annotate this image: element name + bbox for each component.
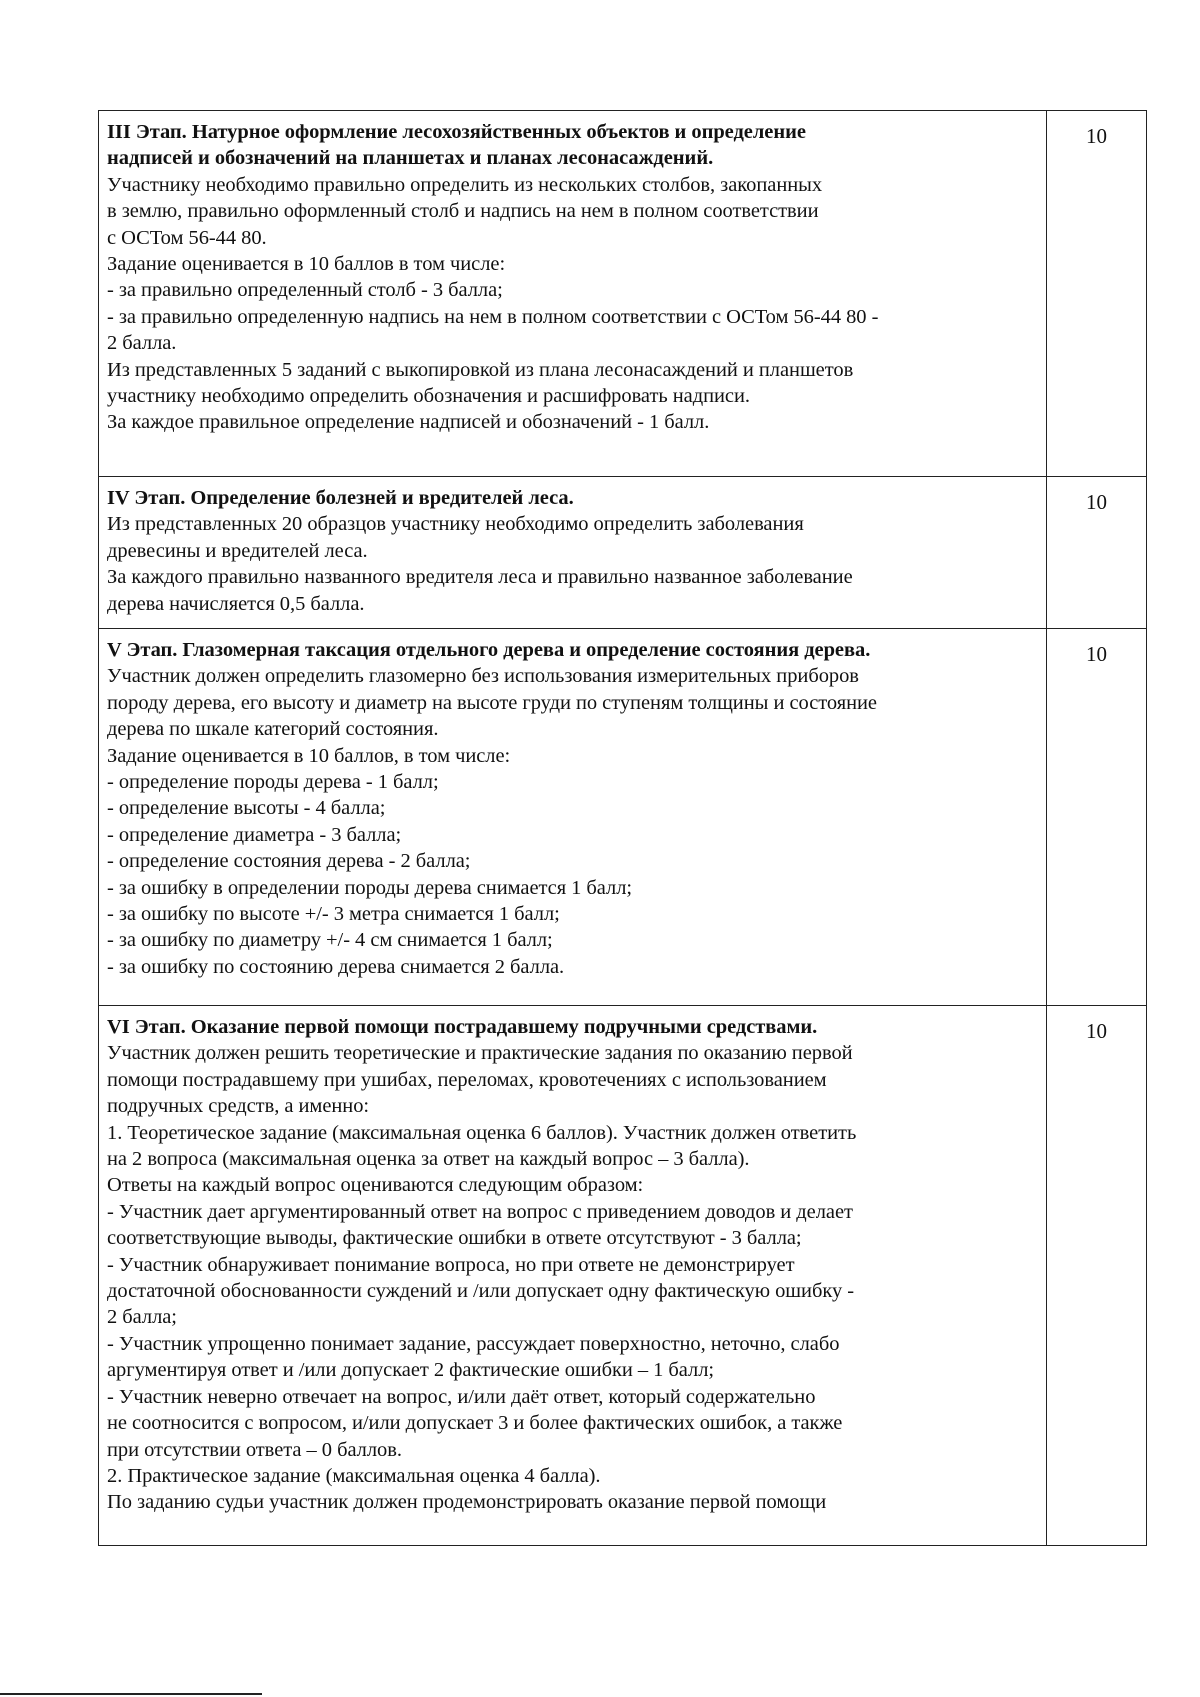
stage-text-line: - за правильно определенную надпись на нем в полном соответствии с ОСТом 56-44 80 -	[107, 305, 879, 328]
stage-text-line: в землю, правильно оформленный столб и надпись на нем в полном соответствии	[107, 200, 819, 223]
stage-description-cell	[99, 629, 1047, 1006]
stage-row-3	[99, 111, 1147, 477]
stage-text-line: По заданию судьи участник должен продемонстрировать оказание первой помощи	[107, 1491, 827, 1514]
stage-description-cell	[99, 111, 1047, 477]
stage-text-line: Ответы на каждый вопрос оцениваются следующим образом:	[107, 1174, 644, 1197]
stage-text-line: Задание оценивается в 10 баллов, в том числе:	[107, 744, 511, 767]
stage-score-cell	[1047, 111, 1147, 477]
stage-text-line: - определение высоты - 4 балла;	[107, 797, 386, 820]
stage-description-cell	[99, 477, 1047, 629]
stage-text-line: соответствующие выводы, фактические ошибки в ответе отсутствуют - 3 балла;	[107, 1227, 802, 1250]
stage-text-line: 2. Практическое задание (максимальная оценка 4 балла).	[107, 1464, 601, 1487]
stage-text-line: - Участник дает аргументированный ответ на вопрос с приведением доводов и делает	[107, 1200, 853, 1223]
stage-text-line: 1. Теоретическое задание (максимальная оценка 6 баллов). Участник должен ответить	[107, 1121, 857, 1144]
stage-text-line: с ОСТом 56-44 80.	[107, 226, 267, 249]
stage-heading-line: VI Этап. Оказание первой помощи пострадавшему подручными средствами.	[107, 1016, 818, 1038]
stage-score-cell	[1047, 629, 1147, 1006]
stage-row-6	[99, 1006, 1147, 1546]
stage-text-line: За каждого правильно названного вредителя леса и правильно названное заболевание	[107, 566, 853, 589]
stage-text-line: 2 балла.	[107, 332, 177, 355]
stage-score: 10	[1086, 124, 1107, 148]
stage-description-cell	[99, 1006, 1047, 1546]
stage-text-line: дерева по шкале категорий состояния.	[107, 718, 439, 741]
stage-text-line: - Участник обнаруживает понимание вопроса, но при ответе не демонстрирует	[107, 1253, 795, 1276]
stage-text-line: участнику необходимо определить обозначения и расшифровать надписи.	[107, 385, 750, 408]
stage-score-cell	[1047, 1006, 1147, 1546]
stage-score: 10	[1086, 1019, 1107, 1043]
stage-text-line: Задание оценивается в 10 баллов в том числе:	[107, 253, 506, 276]
stage-score-cell	[1047, 477, 1147, 629]
stage-row-5	[99, 629, 1147, 1006]
stage-text-line: Участнику необходимо правильно определить из нескольких столбов, закопанных	[107, 173, 823, 196]
stage-text-line: дерева начисляется 0,5 балла.	[107, 592, 365, 615]
stage-heading-line: надписей и обозначений на планшетах и планах лесонасаждений.	[107, 147, 714, 170]
stage-text-line: не соотносится с вопросом, и/или допускает 3 и более фактических ошибок, а также	[107, 1412, 843, 1435]
stage-text-line: - за правильно определенный столб - 3 балла;	[107, 279, 503, 302]
stage-text-line: древесины и вредителей леса.	[107, 539, 368, 562]
footnote-divider	[0, 1693, 262, 1695]
stage-text-line: при отсутствии ответа – 0 баллов.	[107, 1438, 402, 1461]
stage-text-line: - определение породы дерева - 1 балл;	[107, 771, 439, 794]
stage-text-line: - за ошибку по высоте +/- 3 метра снимается 1 балл;	[107, 903, 560, 926]
stage-heading-line: IV Этап. Определение болезней и вредителей леса.	[107, 487, 574, 509]
stage-text-line: подручных средств, а именно:	[107, 1095, 370, 1118]
stage-text-line: Участник должен решить теоретические и практические задания по оказанию первой	[107, 1042, 853, 1065]
stage-text-line: - за ошибку в определении породы дерева снимается 1 балл;	[107, 876, 633, 899]
stage-score: 10	[1086, 490, 1107, 514]
stage-text-line: породу дерева, его высоту и диаметр на высоте груди по ступеням толщины и состояние	[107, 691, 877, 714]
stage-text-line: - за ошибку по состоянию дерева снимается 2 балла.	[107, 955, 565, 978]
stage-heading-line: III Этап. Натурное оформление лесохозяйственных объектов и определение	[107, 121, 806, 143]
assessment-table	[98, 110, 1147, 1546]
stage-text-line: Участник должен определить глазомерно без использования измерительных приборов	[107, 665, 859, 688]
stage-text-line: Из представленных 20 образцов участнику необходимо определить заболевания	[107, 513, 804, 536]
stage-text-line: на 2 вопроса (максимальная оценка за ответ на каждый вопрос – 3 балла).	[107, 1148, 750, 1171]
stage-heading-line: V Этап. Глазомерная таксация отдельного дерева и определение состояния дерева.	[107, 639, 871, 661]
stage-text-line: помощи пострадавшему при ушибах, переломах, кровотечениях с использованием	[107, 1068, 827, 1091]
stage-row-4	[99, 477, 1147, 629]
stage-text-line: Из представленных 5 заданий с выкопировкой из плана лесонасаждений и планшетов	[107, 358, 854, 381]
stage-text-line: - Участник неверно отвечает на вопрос, и/или даёт ответ, который содержательно	[107, 1385, 816, 1408]
stage-text-line: 2 балла;	[107, 1306, 177, 1329]
stage-text-line: - определение диаметра - 3 балла;	[107, 823, 402, 846]
stage-text-line: достаточной обоснованности суждений и /или допускает одну фактическую ошибку -	[107, 1280, 855, 1303]
stage-text-line: - Участник упрощенно понимает задание, рассуждает поверхностно, неточно, слабо	[107, 1332, 840, 1355]
stage-text-line: - за ошибку по диаметру +/- 4 см снимается 1 балл;	[107, 929, 553, 952]
stage-score: 10	[1086, 642, 1107, 666]
stage-text-line: За каждое правильное определение надписей и обозначений - 1 балл.	[107, 411, 710, 434]
stage-text-line: - определение состояния дерева - 2 балла;	[107, 850, 471, 873]
stage-text-line: аргументируя ответ и /или допускает 2 фактические ошибки – 1 балл;	[107, 1359, 715, 1382]
